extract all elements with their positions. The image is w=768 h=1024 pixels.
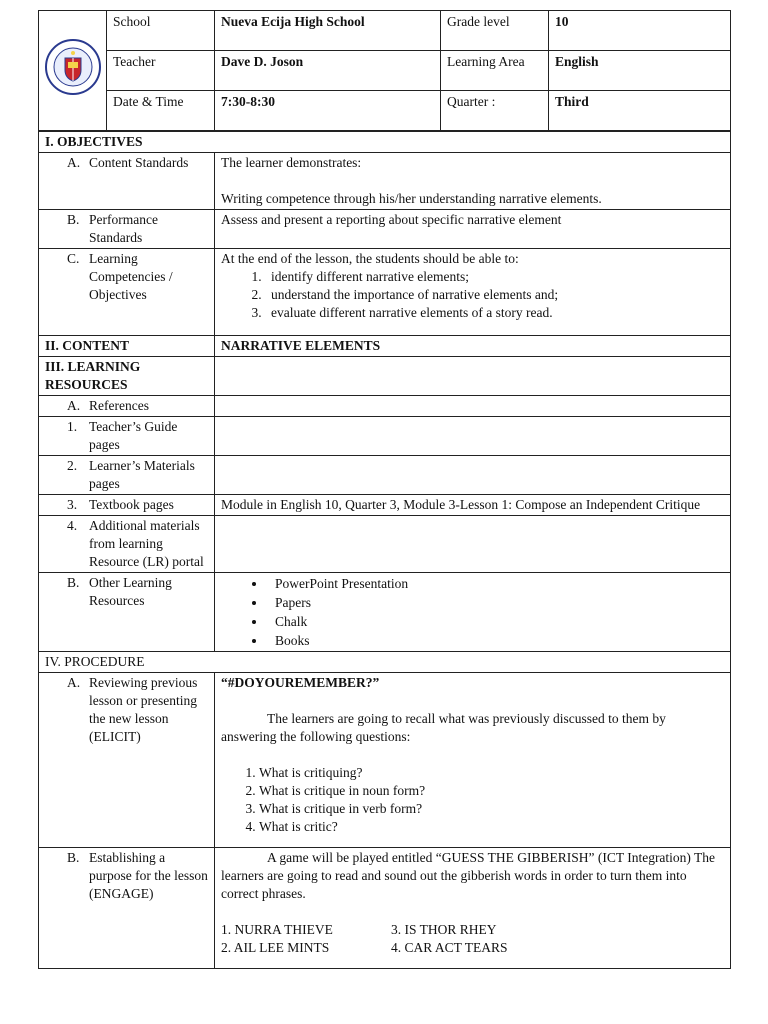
learners-materials-label [39,456,215,495]
list-item: • Papers [267,593,724,612]
header-row-school [39,11,731,51]
gibberish-item: 2. AIL LEE MINTS [221,940,330,955]
empty-cell [215,417,731,456]
header-row-teacher [39,51,731,91]
textbook-value: Module in English 10, Quarter 3, Module 3-Lesson 1: Compose an Independent Critique [215,495,731,516]
resources-heading-row [39,357,731,396]
learners-materials-row [39,456,731,495]
elicit-title: “#DOYOUREMEMBER?” [221,675,380,690]
other-resources-list [221,574,724,650]
header-row-datetime [39,91,731,132]
resources-heading: III. LEARNING RESOURCES [39,357,215,396]
item-label: Learning Competencies / Objectives [89,251,173,302]
objectives-heading-row [39,131,731,153]
engage-value [215,848,731,969]
list-item: 3. evaluate different narrative elements of a story read. [265,304,724,322]
item-label: Performance Standards [89,212,158,245]
item-label: Other Learning Resources [89,575,172,608]
item-key: 3. [67,497,78,512]
gibberish-line-2 [221,939,724,957]
item-key: 4. [67,518,78,533]
datetime-label: Date & Time [107,91,215,132]
lesson-plan-page [38,10,730,969]
quarter-label: Quarter : [441,91,549,132]
objectives-heading: I. OBJECTIVES [39,131,731,153]
empty-cell [215,516,731,573]
item-key: B. [67,850,80,865]
content-standards-value [215,153,731,210]
list-item: 2. understand the importance of narrative elements and; [265,286,724,304]
procedure-heading: IV. PROCEDURE [39,652,731,673]
other-resources-label [39,573,215,652]
list-item: 1. What is critiquing? [259,764,724,782]
elicit-value [215,673,731,848]
item-label: Establishing a purpose for the lesson (ENGAGE) [89,850,208,901]
competencies-list [221,268,724,322]
item-label: Reviewing previous lesson or presenting the new lesson (ELICIT) [89,675,198,744]
gibberish-item: 1. NURRA THIEVE [221,922,333,937]
list-item: • PowerPoint Presentation [267,574,724,593]
performance-standards-row [39,210,731,249]
item-label: References [89,398,149,413]
engage-text: A game will be played entitled “GUESS THE GIBBERISH” (ICT Integration) The learners are going to read and sound out the gibberish words in order to turn them into correct phrases. [221,850,716,901]
elicit-questions [221,764,724,836]
lesson-plan-table [38,10,731,969]
school-value: Nueva Ecija High School [215,11,441,51]
elicit-row [39,673,731,848]
other-resources-row [39,573,731,652]
content-standards-row [39,153,731,210]
empty-cell [215,396,731,417]
item-label: Teacher’s Guide pages [89,419,178,452]
competencies-row [39,249,731,336]
performance-standards-value: Assess and present a reporting about specific narrative element [215,210,731,249]
content-heading: II. CONTENT [39,336,215,357]
elicit-label [39,673,215,848]
school-label: School [107,11,215,51]
empty-cell [215,456,731,495]
item-key: B. [67,212,80,227]
gibberish-item: 3. IS THOR RHEY [391,922,497,937]
quarter-value: Third [549,91,731,132]
item-key: 1. [67,419,78,434]
item-key: C. [67,251,80,266]
content-standards-line2: Writing competence through his/her understanding narrative elements. [221,191,602,206]
list-item: 2. What is critique in noun form? [259,782,724,800]
area-value: English [549,51,731,91]
item-label: Additional materials from learning Resource (LR) portal [89,518,204,569]
item-key: A. [67,155,81,170]
item-key: 2. [67,458,78,473]
list-item: 4. What is critic? [259,818,724,836]
grade-label: Grade level [441,11,549,51]
grade-value: 10 [549,11,731,51]
deped-seal [39,11,107,132]
gibberish-item: 4. CAR ACT TEARS [391,940,508,955]
list-item: 1. identify different narrative elements; [265,268,724,286]
competencies-intro: At the end of the lesson, the students should be able to: [221,251,519,266]
competencies-label [39,249,215,336]
list-item: 3. What is critique in verb form? [259,800,724,818]
additional-materials-label [39,516,215,573]
procedure-heading-row [39,652,731,673]
empty-cell [215,357,731,396]
content-row [39,336,731,357]
content-standards-line1: The learner demonstrates: [221,155,362,170]
list-item: • Chalk [267,612,724,631]
textbook-row [39,495,731,516]
teachers-guide-row [39,417,731,456]
list-item: • Books [267,631,724,650]
references-row [39,396,731,417]
competencies-value [215,249,731,336]
other-resources-value [215,573,731,652]
deped-seal-icon [44,38,102,96]
teachers-guide-label [39,417,215,456]
textbook-label [39,495,215,516]
performance-standards-label [39,210,215,249]
teacher-label: Teacher [107,51,215,91]
item-key: A. [67,398,81,413]
content-value: NARRATIVE ELEMENTS [215,336,731,357]
item-label: Content Standards [89,155,189,170]
engage-row [39,848,731,969]
references-label [39,396,215,417]
item-key: A. [67,675,81,690]
content-standards-label [39,153,215,210]
engage-label [39,848,215,969]
elicit-text: The learners are going to recall what was previously discussed to them by answering the following questions: [221,711,666,744]
area-label: Learning Area [441,51,549,91]
item-key: B. [67,575,80,590]
gibberish-line-1 [221,921,724,939]
item-label: Learner’s Materials pages [89,458,195,491]
teacher-value: Dave D. Joson [215,51,441,91]
additional-materials-row [39,516,731,573]
datetime-value: 7:30-8:30 [215,91,441,132]
item-label: Textbook pages [89,497,174,512]
